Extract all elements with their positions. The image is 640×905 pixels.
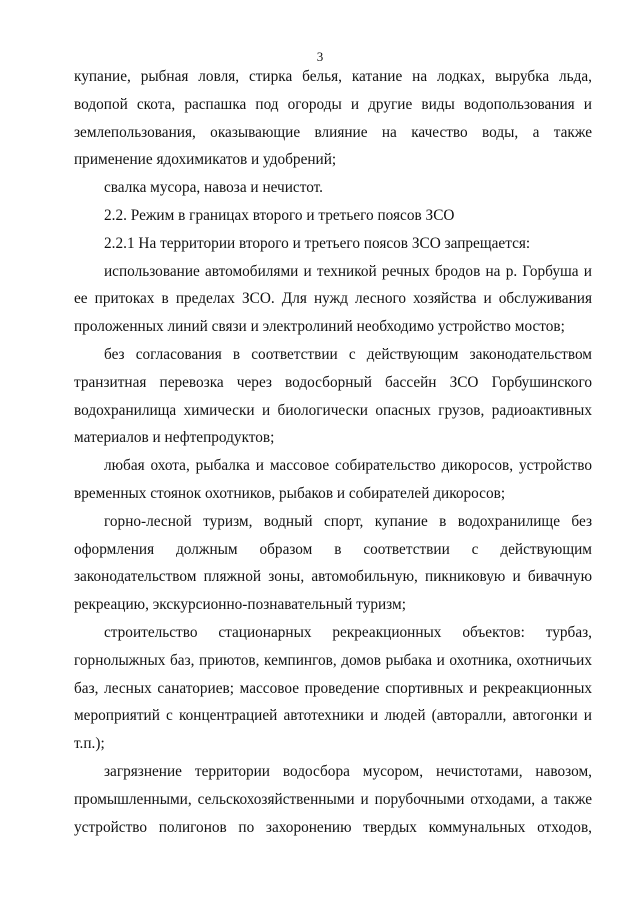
paragraph-tourism: горно-лесной туризм, водный спорт, купание в водохранилище без оформления должным образом в соответствии с действующим законодательством пляжной зоны, автомобильную, пикниковую и бивачную рекреацию, экскурсионно-познавательный туризм; [74,512,592,614]
paragraph-pollution: загрязнение территории водосбора мусором, нечистотами, навозом, промышленными, сельскохозяйственными и порубочными отходами, а также устройство полигонов по захоронению твердых коммунальных отходов, [74,762,592,836]
paragraph-garbage-dump: свалка мусора, навоза и нечистот. [104,179,323,197]
page-number: 3 [316,49,324,64]
paragraph-transit-transport: без согласования в соответствии с действующим законодательством транзитная перевозка через водосборный бассейн ЗСО Горбушинского водохранилища химически и биологически опасных грузов, радиоактивных материалов и нефтепродуктов; [74,345,592,447]
subsection-heading-2-2-1: 2.2.1 На территории второго и третьего поясов ЗСО запрещается: [104,234,531,252]
document-body [74,63,592,841]
paragraph-continuation: купание, рыбная ловля, стирка белья, катание на лодках, вырубка льда, водопой скота, распашка под огороды и другие виды водопользования и землепользования, оказывающие влияние на качество воды, а также применение ядохимикатов и удобрений; [74,68,592,169]
paragraph-river-fords: использование автомобилями и техникой речных бродов на р. Горбуша и ее притоках в пределах ЗСО. Для нужд лесного хозяйства и обслуживания проложенных линий связи и электролиний необходимо устройство мостов; [74,262,592,336]
section-heading-2-2: 2.2. Режим в границах второго и третьего поясов ЗСО [104,206,455,224]
paragraph-construction: строительство стационарных рекреакционных объектов: турбаз, горнолыжных баз, приютов, кемпингов, домов рыбака и охотника, охотничьих баз, лесных санаториев; массовое проведение спортивных и рекреакционных мероприятий с концентрацией автотехники и людей (авторалли, автогонки и т.п.); [74,623,592,753]
paragraph-hunting-fishing: любая охота, рыбалка и массовое собирательство дикоросов, устройство временных стоянок охотников, рыбаков и собирателей дикоросов; [74,457,592,502]
